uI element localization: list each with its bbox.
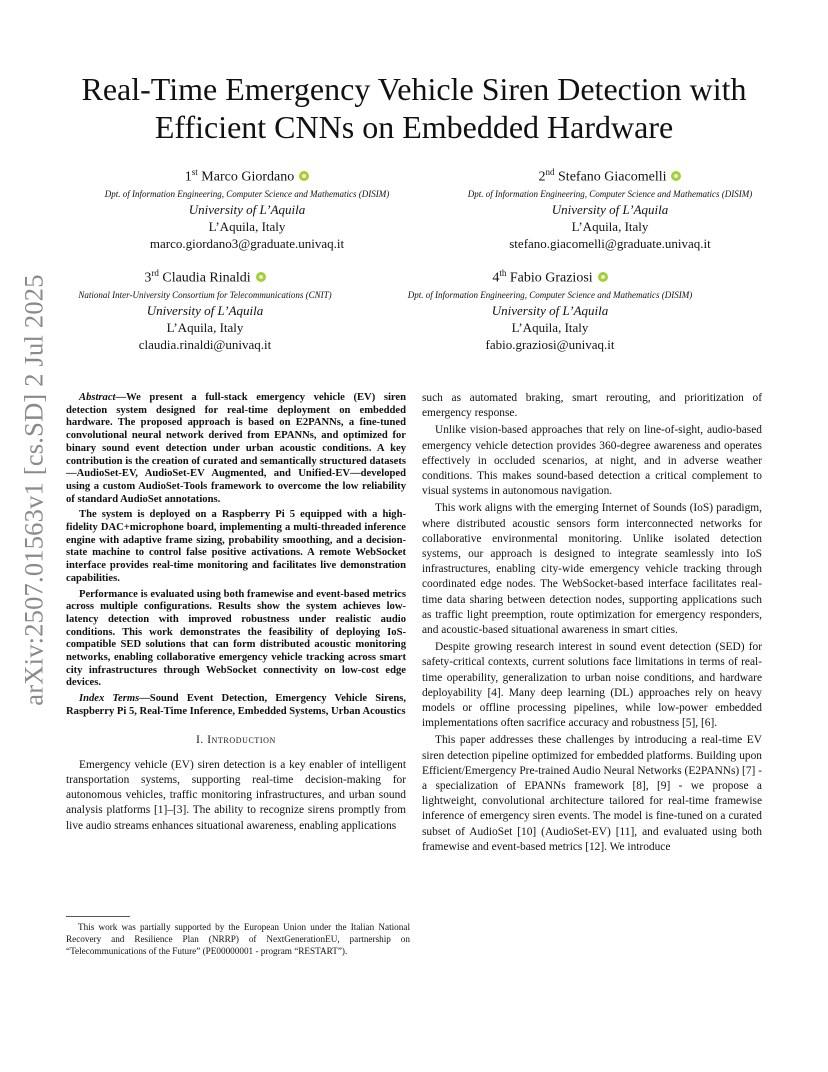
right-paragraph-3: This work aligns with the emerging Internet of Sounds (IoS) paradigm, where distributed acoustic sensors form interconnected networks for collaborative environmental monitoring. Unlike isolated detection systems, our approach is designed to integrate seamlessly into IoS infrastructures, enabling city-wide emergency vehicle tracking through coordinated edge nodes. The WebSocket-based interface facilitates real-time data sharing between detection nodes, supporting applications such as traffic light preemption, route optimization for emergency responders, and acoustic-based situational awareness in smart cities. — [422, 502, 762, 637]
orcid-icon[interactable] — [671, 171, 681, 181]
right-column — [422, 391, 762, 857]
right-paragraph-4: Despite growing research interest in sound event detection (SED) for safety-critical contexts, current solutions face limitations in terms of real-time operability, generalization to urban noise conditions, and hardware deployability [4]. Many deep learning (DL) approaches rely on heavy models or offline processing pipelines, while low-power embedded implementations often sacrifice accuracy and robustness [5], [6]. — [422, 641, 762, 730]
abstract-paragraph-3: Performance is evaluated using both framewise and event-based metrics across multiple configurations. Results show the system achieves low-latency detection with improved robustness under realistic audio conditions. This work demonstrates the feasibility of deploying IoS-compatible SED solutions that can form distributed acoustic monitoring networks, enabling collaborative emergency vehicle tracking across smart city infrastructures through WebSocket connectivity on low-cost edge devices. — [66, 588, 406, 689]
right-paragraph-2: Unlike vision-based approaches that rely on line-of-sight, audio-based emergency vehicle detection provides 360-degree awareness and operates effectively in occluded scenarios, at night, and in adverse weather conditions. This makes sound-based detection a critical complement to visual systems in autonomous navigation. — [422, 424, 762, 498]
author-block-1 — [82, 163, 412, 252]
footnote-divider — [66, 916, 130, 917]
abstract-paragraph-2: The system is deployed on a Raspberry Pi 5 equipped with a high-fidelity DAC+microphone board, implementing a multi-threaded inference engine with adaptive frame sizing, probability smoothing, and a decision-state machine to control false positive activations. A remote WebSocket interface provides real-time monitoring and facilitates live demonstration capabilities. — [66, 509, 406, 584]
index-terms-label: Index Terms — [79, 693, 140, 705]
author-name: Marco Giordano — [201, 169, 295, 185]
intro-paragraph-1: Emergency vehicle (EV) siren detection is a key enabler of intelligent transportation systems, supporting real-time decision-making for autonomous vehicles, traffic monitoring infrastructures, and urban sound analysis platforms [1]–[3]. The ability to recognize sirens promptly from live audio streams enhances situational awareness, enabling applications — [66, 758, 406, 832]
orcid-icon[interactable] — [256, 272, 266, 282]
author-department: Dpt. of Information Engineering, Computer Science and Mathematics (DISIM) — [104, 188, 390, 199]
author-name: Claudia Rinaldi — [162, 270, 251, 286]
section-heading-introduction: I. Introduction — [196, 733, 276, 746]
left-column — [66, 392, 406, 834]
author-email: claudia.rinaldi@univaq.it — [138, 336, 272, 352]
orcid-icon[interactable] — [598, 272, 608, 282]
author-university: University of L’Aquila — [491, 302, 609, 318]
title-line-1: Real-Time Emergency Vehicle Siren Detection with — [81, 71, 747, 107]
author-email: fabio.graziosi@univaq.it — [485, 336, 615, 352]
author-location: L’Aquila, Italy — [571, 218, 649, 234]
author-name-line: 3rd Claudia Rinaldi — [60, 264, 350, 288]
right-paragraph-1: such as automated braking, smart rerouting, and prioritization of emergency response. — [422, 392, 762, 420]
author-block-2 — [440, 163, 780, 252]
author-name-line: 2nd Stefano Giacomelli — [440, 163, 780, 187]
author-email: stefano.giacomelli@graduate.univaq.it — [509, 235, 711, 251]
author-name-line: 4th Fabio Graziosi — [380, 264, 720, 288]
abstract-paragraph-1: Abstract—We present a full-stack emergency vehicle (EV) siren detection system designed for real-time deployment on embedded hardware. The proposed approach is based on E2PANNs, a fine-tuned convolutional neural network derived from EPANNs, and optimized for binary sound event detection under urban acoustic conditions. A key contribution is the creation of curated and semantically structured datasets—AudioSet-EV, AudioSet-EV Augmented, and Unified-EV—developed using a custom AudioSet-Tools framework to overcome the low reliability of standard AudioSet annotations. — [66, 392, 406, 505]
arxiv-id-text: arXiv:2507.01563v1 [cs.SD] 2 Jul 2025 — [18, 274, 49, 706]
author-name: Stefano Giacomelli — [558, 169, 667, 185]
author-name-line: 1st Marco Giordano — [82, 163, 412, 187]
author-department: National Inter-University Consortium for Telecommunications (CNIT) — [78, 289, 332, 300]
paper-title — [60, 70, 768, 146]
author-name: Fabio Graziosi — [509, 270, 593, 286]
author-block-4 — [380, 264, 720, 353]
abstract-label: Abstract — [79, 392, 116, 403]
right-paragraph-5: This paper addresses these challenges by introducing a real-time EV siren detection pipeline optimized for embedded platforms. Building upon Efficient/Emergency Pre-trained Audio Neural Networks (E2PANNs) [7] - a specialization of EPANNs framework [8], [9] - we propose a lightweight, convolutional architecture tailored for real-time framewise inference of emergency siren events. The model is fine-tuned on a curated subset of AudioSet [10] (AudioSet-EV) [11], and evaluated using both framewise and event-based metrics [12]. We introduce — [422, 734, 762, 853]
title-line-2: Efficient CNNs on Embedded Hardware — [154, 109, 674, 145]
arxiv-identifier — [14, 274, 54, 706]
index-terms: Index Terms—Sound Event Detection, Emergency Vehicle Sirens, Raspberry Pi 5, Real-Time Inference, Embedded Systems, Urban Acoustics — [66, 693, 406, 717]
author-university: University of L’Aquila — [188, 201, 306, 217]
funding-footnote: This work was partially supported by the European Union under the Italian National Recovery and Resilience Plan (NRRP) of NextGenerationEU, partnership on “Telecommunications of the Future” (PE00000001 - program “RESTART”). — [66, 922, 410, 956]
author-department: Dpt. of Information Engineering, Computer Science and Mathematics (DISIM) — [407, 289, 693, 300]
author-department: Dpt. of Information Engineering, Computer Science and Mathematics (DISIM) — [467, 188, 753, 199]
author-location: L’Aquila, Italy — [511, 319, 589, 335]
author-university: University of L’Aquila — [551, 201, 669, 217]
author-email: marco.giordano3@graduate.univaq.it — [149, 235, 345, 251]
abstract — [66, 392, 406, 719]
author-university: University of L’Aquila — [146, 302, 264, 318]
author-block-3 — [60, 264, 350, 353]
author-location: L’Aquila, Italy — [208, 218, 286, 234]
orcid-icon[interactable] — [299, 171, 309, 181]
author-location: L’Aquila, Italy — [166, 319, 244, 335]
